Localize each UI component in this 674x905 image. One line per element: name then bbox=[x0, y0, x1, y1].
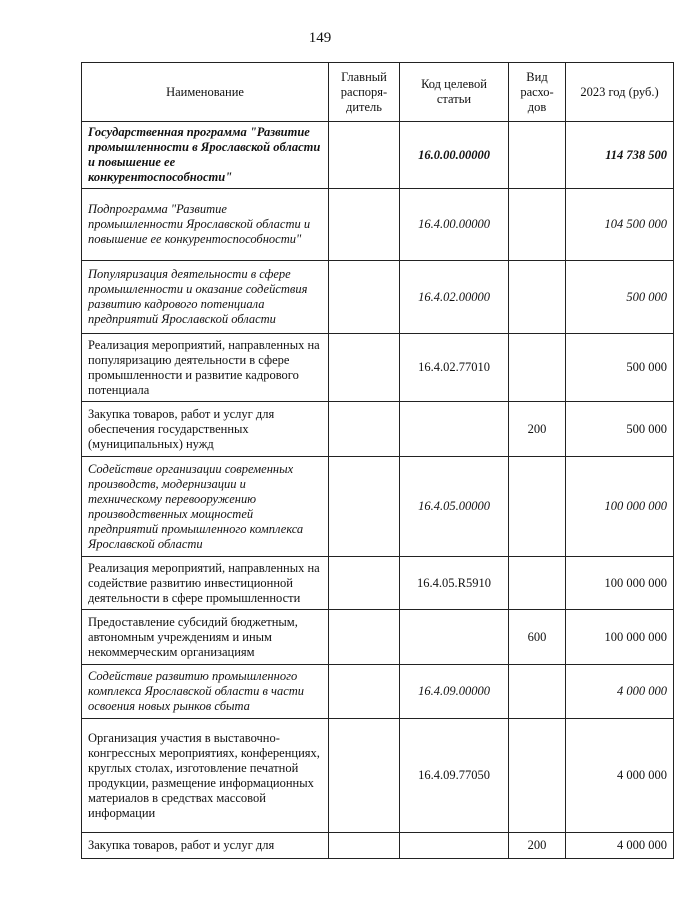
row-code: 16.4.05.R5910 bbox=[400, 557, 509, 610]
row-sum: 500 000 bbox=[566, 334, 674, 402]
header-code: Код целевой статьи bbox=[400, 63, 509, 122]
row-kind bbox=[509, 334, 566, 402]
table-row bbox=[82, 665, 674, 719]
header-admin: Главный распоря-дитель bbox=[329, 63, 400, 122]
table-row bbox=[82, 189, 674, 261]
row-kind: 200 bbox=[509, 402, 566, 457]
row-code: 16.4.02.00000 bbox=[400, 261, 509, 334]
row-admin bbox=[329, 122, 400, 189]
table-row bbox=[82, 719, 674, 833]
row-name: Популяризация деятельности в сфере промышленности и оказание содействия развитию кадрового потенциала предприятий Ярославской области bbox=[82, 261, 329, 334]
row-kind bbox=[509, 189, 566, 261]
row-admin bbox=[329, 402, 400, 457]
row-sum: 100 000 000 bbox=[566, 457, 674, 557]
row-kind bbox=[509, 557, 566, 610]
row-admin bbox=[329, 610, 400, 665]
row-sum: 500 000 bbox=[566, 402, 674, 457]
row-sum: 104 500 000 bbox=[566, 189, 674, 261]
header-name: Наименование bbox=[82, 63, 329, 122]
table-row bbox=[82, 833, 674, 859]
header-kind: Вид расхо-дов bbox=[509, 63, 566, 122]
row-code: 16.0.00.00000 bbox=[400, 122, 509, 189]
table-row bbox=[82, 122, 674, 189]
table-body bbox=[82, 122, 674, 859]
row-sum: 4 000 000 bbox=[566, 833, 674, 859]
row-name: Организация участия в выставочно-конгрессных мероприятиях, конференциях, круглых столах, изготовление печатной продукции, размещение информационных материалов в средствах массовой информации bbox=[82, 719, 329, 833]
row-sum: 114 738 500 bbox=[566, 122, 674, 189]
budget-table bbox=[81, 62, 674, 859]
row-code: 16.4.05.00000 bbox=[400, 457, 509, 557]
row-kind: 600 bbox=[509, 610, 566, 665]
row-name: Закупка товаров, работ и услуг для bbox=[82, 833, 329, 859]
row-sum: 4 000 000 bbox=[566, 719, 674, 833]
row-code bbox=[400, 402, 509, 457]
row-kind bbox=[509, 261, 566, 334]
row-name: Государственная программа "Развитие промышленности в Ярославской области и повышение ее конкурентоспособности" bbox=[82, 122, 329, 189]
row-name: Закупка товаров, работ и услуг для обеспечения государственных (муниципальных) нужд bbox=[82, 402, 329, 457]
row-kind: 200 bbox=[509, 833, 566, 859]
row-admin bbox=[329, 457, 400, 557]
row-kind bbox=[509, 665, 566, 719]
row-admin bbox=[329, 719, 400, 833]
row-code bbox=[400, 833, 509, 859]
row-code bbox=[400, 610, 509, 665]
row-name: Подпрограмма "Развитие промышленности Ярославской области и повышение ее конкурентоспособности" bbox=[82, 189, 329, 261]
row-name: Предоставление субсидий бюджетным, автономным учреждениям и иным некоммерческим организациям bbox=[82, 610, 329, 665]
row-name: Реализация мероприятий, направленных на содействие развитию инвестиционной деятельности в сфере промышленности bbox=[82, 557, 329, 610]
row-sum: 4 000 000 bbox=[566, 665, 674, 719]
row-admin bbox=[329, 334, 400, 402]
table-row bbox=[82, 261, 674, 334]
table-row bbox=[82, 402, 674, 457]
row-name: Реализация мероприятий, направленных на популяризацию деятельности в сфере промышленности и развитие кадрового потенциала bbox=[82, 334, 329, 402]
row-admin bbox=[329, 665, 400, 719]
row-kind bbox=[509, 122, 566, 189]
row-name: Содействие организации современных производств, модернизации и техническому перевооружению производственных мощностей предприятий промышленного комплекса Ярославской области bbox=[82, 457, 329, 557]
row-sum: 100 000 000 bbox=[566, 557, 674, 610]
row-admin bbox=[329, 261, 400, 334]
header-sum: 2023 год (руб.) bbox=[566, 63, 674, 122]
table-header bbox=[82, 63, 674, 122]
table-row bbox=[82, 610, 674, 665]
row-code: 16.4.09.77050 bbox=[400, 719, 509, 833]
row-sum: 500 000 bbox=[566, 261, 674, 334]
page-number: 149 bbox=[308, 30, 332, 46]
row-admin bbox=[329, 557, 400, 610]
row-code: 16.4.09.00000 bbox=[400, 665, 509, 719]
table-row bbox=[82, 557, 674, 610]
header-row bbox=[82, 63, 674, 122]
row-kind bbox=[509, 719, 566, 833]
row-code: 16.4.02.77010 bbox=[400, 334, 509, 402]
table-row bbox=[82, 334, 674, 402]
row-sum: 100 000 000 bbox=[566, 610, 674, 665]
row-kind bbox=[509, 457, 566, 557]
row-admin bbox=[329, 833, 400, 859]
row-code: 16.4.00.00000 bbox=[400, 189, 509, 261]
table-row bbox=[82, 457, 674, 557]
row-admin bbox=[329, 189, 400, 261]
row-name: Содействие развитию промышленного комплекса Ярославской области в части освоения новых рынков сбыта bbox=[82, 665, 329, 719]
